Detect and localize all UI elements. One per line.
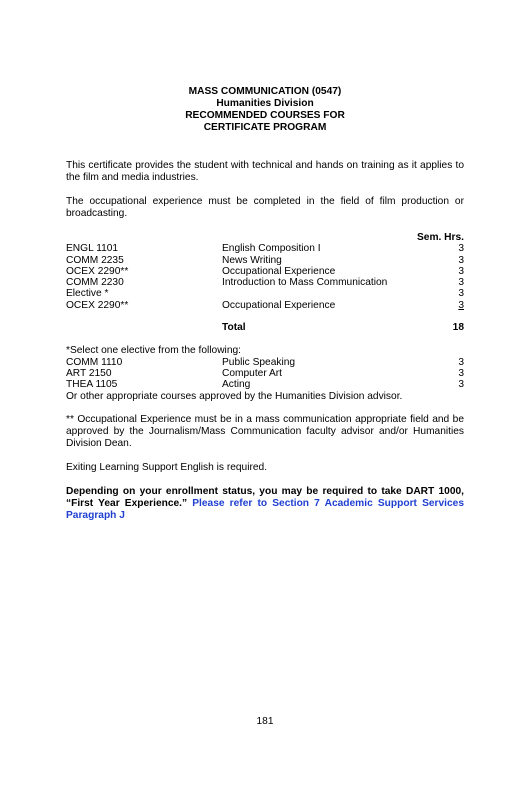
- course-title: Introduction to Mass Communication: [222, 277, 388, 289]
- course-title: Acting: [222, 379, 251, 391]
- total-hours: 18: [452, 322, 464, 334]
- table-row: [66, 255, 464, 266]
- course-hours: 3: [458, 277, 464, 289]
- course-code: THEA 1105: [66, 379, 118, 391]
- elective-note: Or other appropriate courses approved by the Humanities Division advisor.: [66, 390, 403, 402]
- heading-line-4: CERTIFICATE PROGRAM: [203, 122, 327, 133]
- course-code: OCEX 2290**: [66, 299, 129, 311]
- table-row: [66, 368, 464, 379]
- course-hours: 3: [458, 367, 464, 379]
- course-title: Public Speaking: [222, 356, 296, 368]
- table-row: [66, 277, 464, 288]
- course-title: Computer Art: [222, 367, 283, 379]
- elective-section: [66, 345, 464, 401]
- enrollment-text: Depending on your enrollment status, you may be required to take DART 1000, “First Year Experience.”: [66, 485, 464, 509]
- total-label: Total: [222, 322, 246, 334]
- heading-line-3: RECOMMENDED COURSES FOR: [185, 110, 345, 121]
- hours-header: Sem. Hrs.: [417, 232, 464, 243]
- course-title: English Composition I: [222, 243, 321, 255]
- course-hours: 3: [458, 243, 464, 255]
- document-heading: [66, 86, 464, 134]
- course-table-header: [66, 232, 464, 243]
- course-code: Elective *: [66, 288, 109, 300]
- course-table: [66, 232, 464, 333]
- course-code: COMM 2235: [66, 254, 124, 266]
- table-row: [66, 300, 464, 311]
- course-code: COMM 1110: [66, 356, 123, 368]
- table-row: [66, 266, 464, 277]
- course-title: Occupational Experience: [222, 265, 336, 277]
- table-row: [66, 357, 464, 368]
- exit-note: Exiting Learning Support English is required.: [66, 461, 268, 473]
- program-title: MASS COMMUNICATION (0547): [188, 86, 342, 97]
- page-number: 181: [256, 716, 274, 727]
- elective-intro: *Select one elective from the following:: [66, 345, 241, 357]
- course-title: News Writing: [222, 254, 282, 266]
- course-hours: 3: [458, 265, 464, 277]
- course-code: ART 2150: [66, 367, 112, 379]
- course-hours: 3: [458, 299, 464, 311]
- division-name: Humanities Division: [216, 98, 314, 109]
- course-hours: 3: [458, 379, 464, 391]
- table-row: [66, 243, 464, 254]
- enrollment-note: [66, 486, 464, 522]
- course-code: COMM 2230: [66, 277, 124, 289]
- course-title: [222, 288, 404, 299]
- section-reference-link[interactable]: Please refer to Section 7 Academic Support Services Paragraph J: [66, 497, 464, 521]
- course-hours: 3: [458, 254, 464, 266]
- occupational-paragraph: The occupational experience must be completed in the field of film production or broadcasting.: [66, 196, 464, 219]
- intro-paragraph: This certificate provides the student with technical and hands on training as it applies to the film and media industries.: [66, 160, 464, 183]
- document-page: [66, 86, 464, 522]
- course-title: Occupational Experience: [222, 299, 336, 311]
- occupational-note: ** Occupational Experience must be in a mass communication appropriate field and be approved by the Journalism/Mass Communication faculty advisor and/or Humanities Division Dean.: [66, 413, 464, 449]
- table-row: [66, 379, 464, 390]
- course-hours: 3: [458, 356, 464, 368]
- course-hours: 3: [458, 288, 464, 300]
- course-code: OCEX 2290**: [66, 265, 129, 277]
- table-row: [66, 288, 464, 299]
- total-row: [66, 322, 464, 333]
- course-code: ENGL 1101: [66, 243, 119, 255]
